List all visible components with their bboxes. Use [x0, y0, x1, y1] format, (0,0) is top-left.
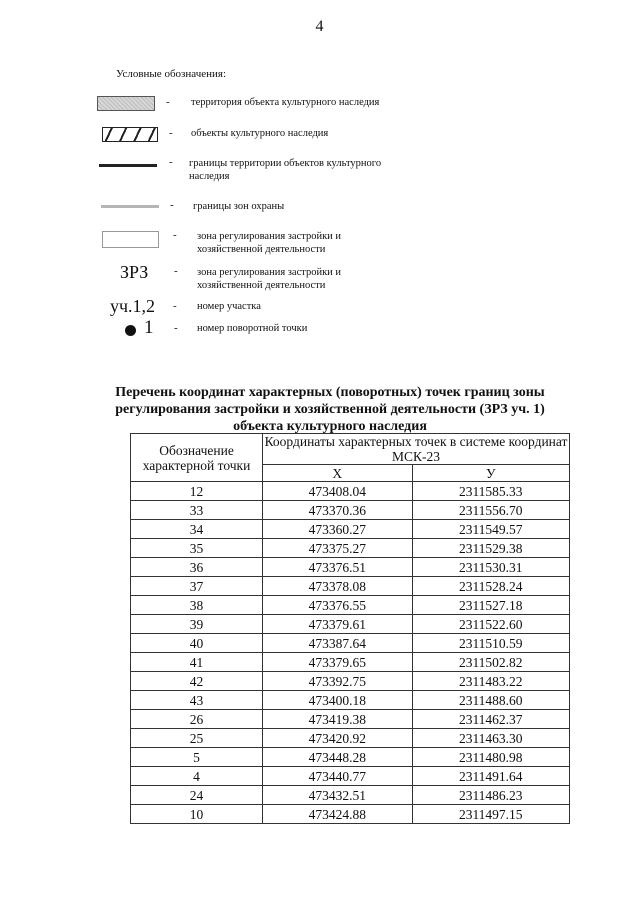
cell-x: 473440.77	[263, 767, 412, 786]
coordinates-table	[130, 433, 570, 824]
table-row	[131, 520, 570, 539]
cell-x: 473360.27	[263, 520, 412, 539]
cell-x: 473379.65	[263, 653, 412, 672]
legend-item: - объекты культурного наследия	[0, 125, 639, 155]
table-row	[131, 710, 570, 729]
cell-y: 2311510.59	[412, 634, 569, 653]
cell-y: 2311528.24	[412, 577, 569, 596]
legend-item: - границы территории объектов культурного наследия	[0, 155, 639, 185]
cell-point: 35	[131, 539, 263, 558]
legend-item: ЗРЗ - зона регулирования застройки и хозяйственной деятельности	[0, 265, 639, 295]
y-column-header: У	[412, 465, 569, 482]
legend-text: границы территории объектов культурного наследия	[189, 158, 382, 182]
table-row	[131, 672, 570, 691]
legend-item: - зона регулирования застройки и хозяйственной деятельности	[0, 228, 639, 258]
cell-x: 473378.08	[263, 577, 412, 596]
cell-y: 2311488.60	[412, 691, 569, 710]
coordinates-column-header: Координаты характерных точек в системе координат МСК-23	[263, 434, 570, 465]
territory-boundary-line-symbol	[99, 164, 157, 167]
table-row	[131, 558, 570, 577]
legend-text: зона регулирования застройки и хозяйственной деятельности	[197, 231, 342, 255]
table-row	[131, 786, 570, 805]
cell-y: 2311527.18	[412, 596, 569, 615]
plot-number-label: уч.1,2	[110, 296, 156, 316]
legend-text: территория объекта культурного наследия	[191, 97, 380, 108]
cell-y: 2311486.23	[412, 786, 569, 805]
cell-x: 473379.61	[263, 615, 412, 634]
cell-x: 473432.51	[263, 786, 412, 805]
regulation-zone-symbol	[102, 231, 159, 248]
cell-point: 41	[131, 653, 263, 672]
turning-point-dot-icon	[125, 325, 136, 336]
cell-point: 24	[131, 786, 263, 805]
legend-item: уч.1,2 - номер участка	[110, 296, 261, 316]
cultural-heritage-object-symbol	[102, 127, 158, 142]
cell-x: 473420.92	[263, 729, 412, 748]
page-number: 4	[315, 18, 324, 35]
cell-x: 473370.36	[263, 501, 412, 520]
x-column-header: X	[263, 465, 412, 482]
cell-x: 473419.38	[263, 710, 412, 729]
table-row	[131, 767, 570, 786]
cell-point: 12	[131, 482, 263, 501]
cell-x: 473400.18	[263, 691, 412, 710]
table-row	[131, 729, 570, 748]
cell-y: 2311549.57	[412, 520, 569, 539]
cell-point: 37	[131, 577, 263, 596]
legend-text: объекты культурного наследия	[191, 128, 329, 139]
legend-title: Условные обозначения:	[116, 68, 227, 80]
cell-y: 2311491.64	[412, 767, 569, 786]
cell-point: 33	[131, 501, 263, 520]
legend-text: номер участка	[197, 301, 261, 312]
table-row	[131, 691, 570, 710]
table-row	[131, 615, 570, 634]
table-row	[131, 501, 570, 520]
turning-point-number: 1	[144, 317, 154, 338]
cell-x: 473448.28	[263, 748, 412, 767]
legend-item: - границы зон охраны	[0, 196, 639, 226]
cell-point: 39	[131, 615, 263, 634]
point-column-header: Обозначение характерной точки	[131, 434, 263, 482]
cell-point: 40	[131, 634, 263, 653]
cultural-heritage-territory-symbol	[97, 96, 155, 111]
cell-y: 2311530.31	[412, 558, 569, 577]
cell-x: 473375.27	[263, 539, 412, 558]
cell-y: 2311522.60	[412, 615, 569, 634]
legend-text: зона регулирования застройки и хозяйственной деятельности	[197, 267, 342, 291]
cell-point: 10	[131, 805, 263, 824]
cell-y: 2311556.70	[412, 501, 569, 520]
cell-x: 473376.55	[263, 596, 412, 615]
cell-x: 473408.04	[263, 482, 412, 501]
cell-point: 26	[131, 710, 263, 729]
legend-text: номер поворотной точки	[197, 323, 308, 334]
cell-point: 42	[131, 672, 263, 691]
table-row	[131, 482, 570, 501]
cell-point: 36	[131, 558, 263, 577]
cell-point: 38	[131, 596, 263, 615]
cell-y: 2311480.98	[412, 748, 569, 767]
table-title: Перечень координат характерных (поворотных) точек границ зоны регулирования застройки и хозяйственной деятельности (ЗРЗ уч. 1) объекта культурного наследия	[115, 385, 545, 434]
cell-y: 2311529.38	[412, 539, 569, 558]
table-row	[131, 577, 570, 596]
table-row	[131, 596, 570, 615]
zrz-abbreviation: ЗРЗ	[120, 262, 149, 282]
cell-y: 2311585.33	[412, 482, 569, 501]
cell-point: 43	[131, 691, 263, 710]
protection-zone-boundary-symbol	[101, 205, 159, 208]
cell-x: 473424.88	[263, 805, 412, 824]
table-row	[131, 634, 570, 653]
cell-y: 2311483.22	[412, 672, 569, 691]
table-row	[131, 805, 570, 824]
legend-item: - территория объекта культурного наследия	[0, 92, 639, 122]
cell-y: 2311463.30	[412, 729, 569, 748]
cell-x: 473376.51	[263, 558, 412, 577]
cell-point: 25	[131, 729, 263, 748]
cell-x: 473387.64	[263, 634, 412, 653]
cell-point: 5	[131, 748, 263, 767]
table-row	[131, 748, 570, 767]
cell-point: 4	[131, 767, 263, 786]
cell-y: 2311462.37	[412, 710, 569, 729]
legend-item: 1 - номер поворотной точки	[0, 319, 639, 349]
table-row	[131, 653, 570, 672]
cell-x: 473392.75	[263, 672, 412, 691]
table-row	[131, 539, 570, 558]
cell-y: 2311497.15	[412, 805, 569, 824]
legend-text: границы зон охраны	[193, 201, 285, 212]
cell-y: 2311502.82	[412, 653, 569, 672]
cell-point: 34	[131, 520, 263, 539]
